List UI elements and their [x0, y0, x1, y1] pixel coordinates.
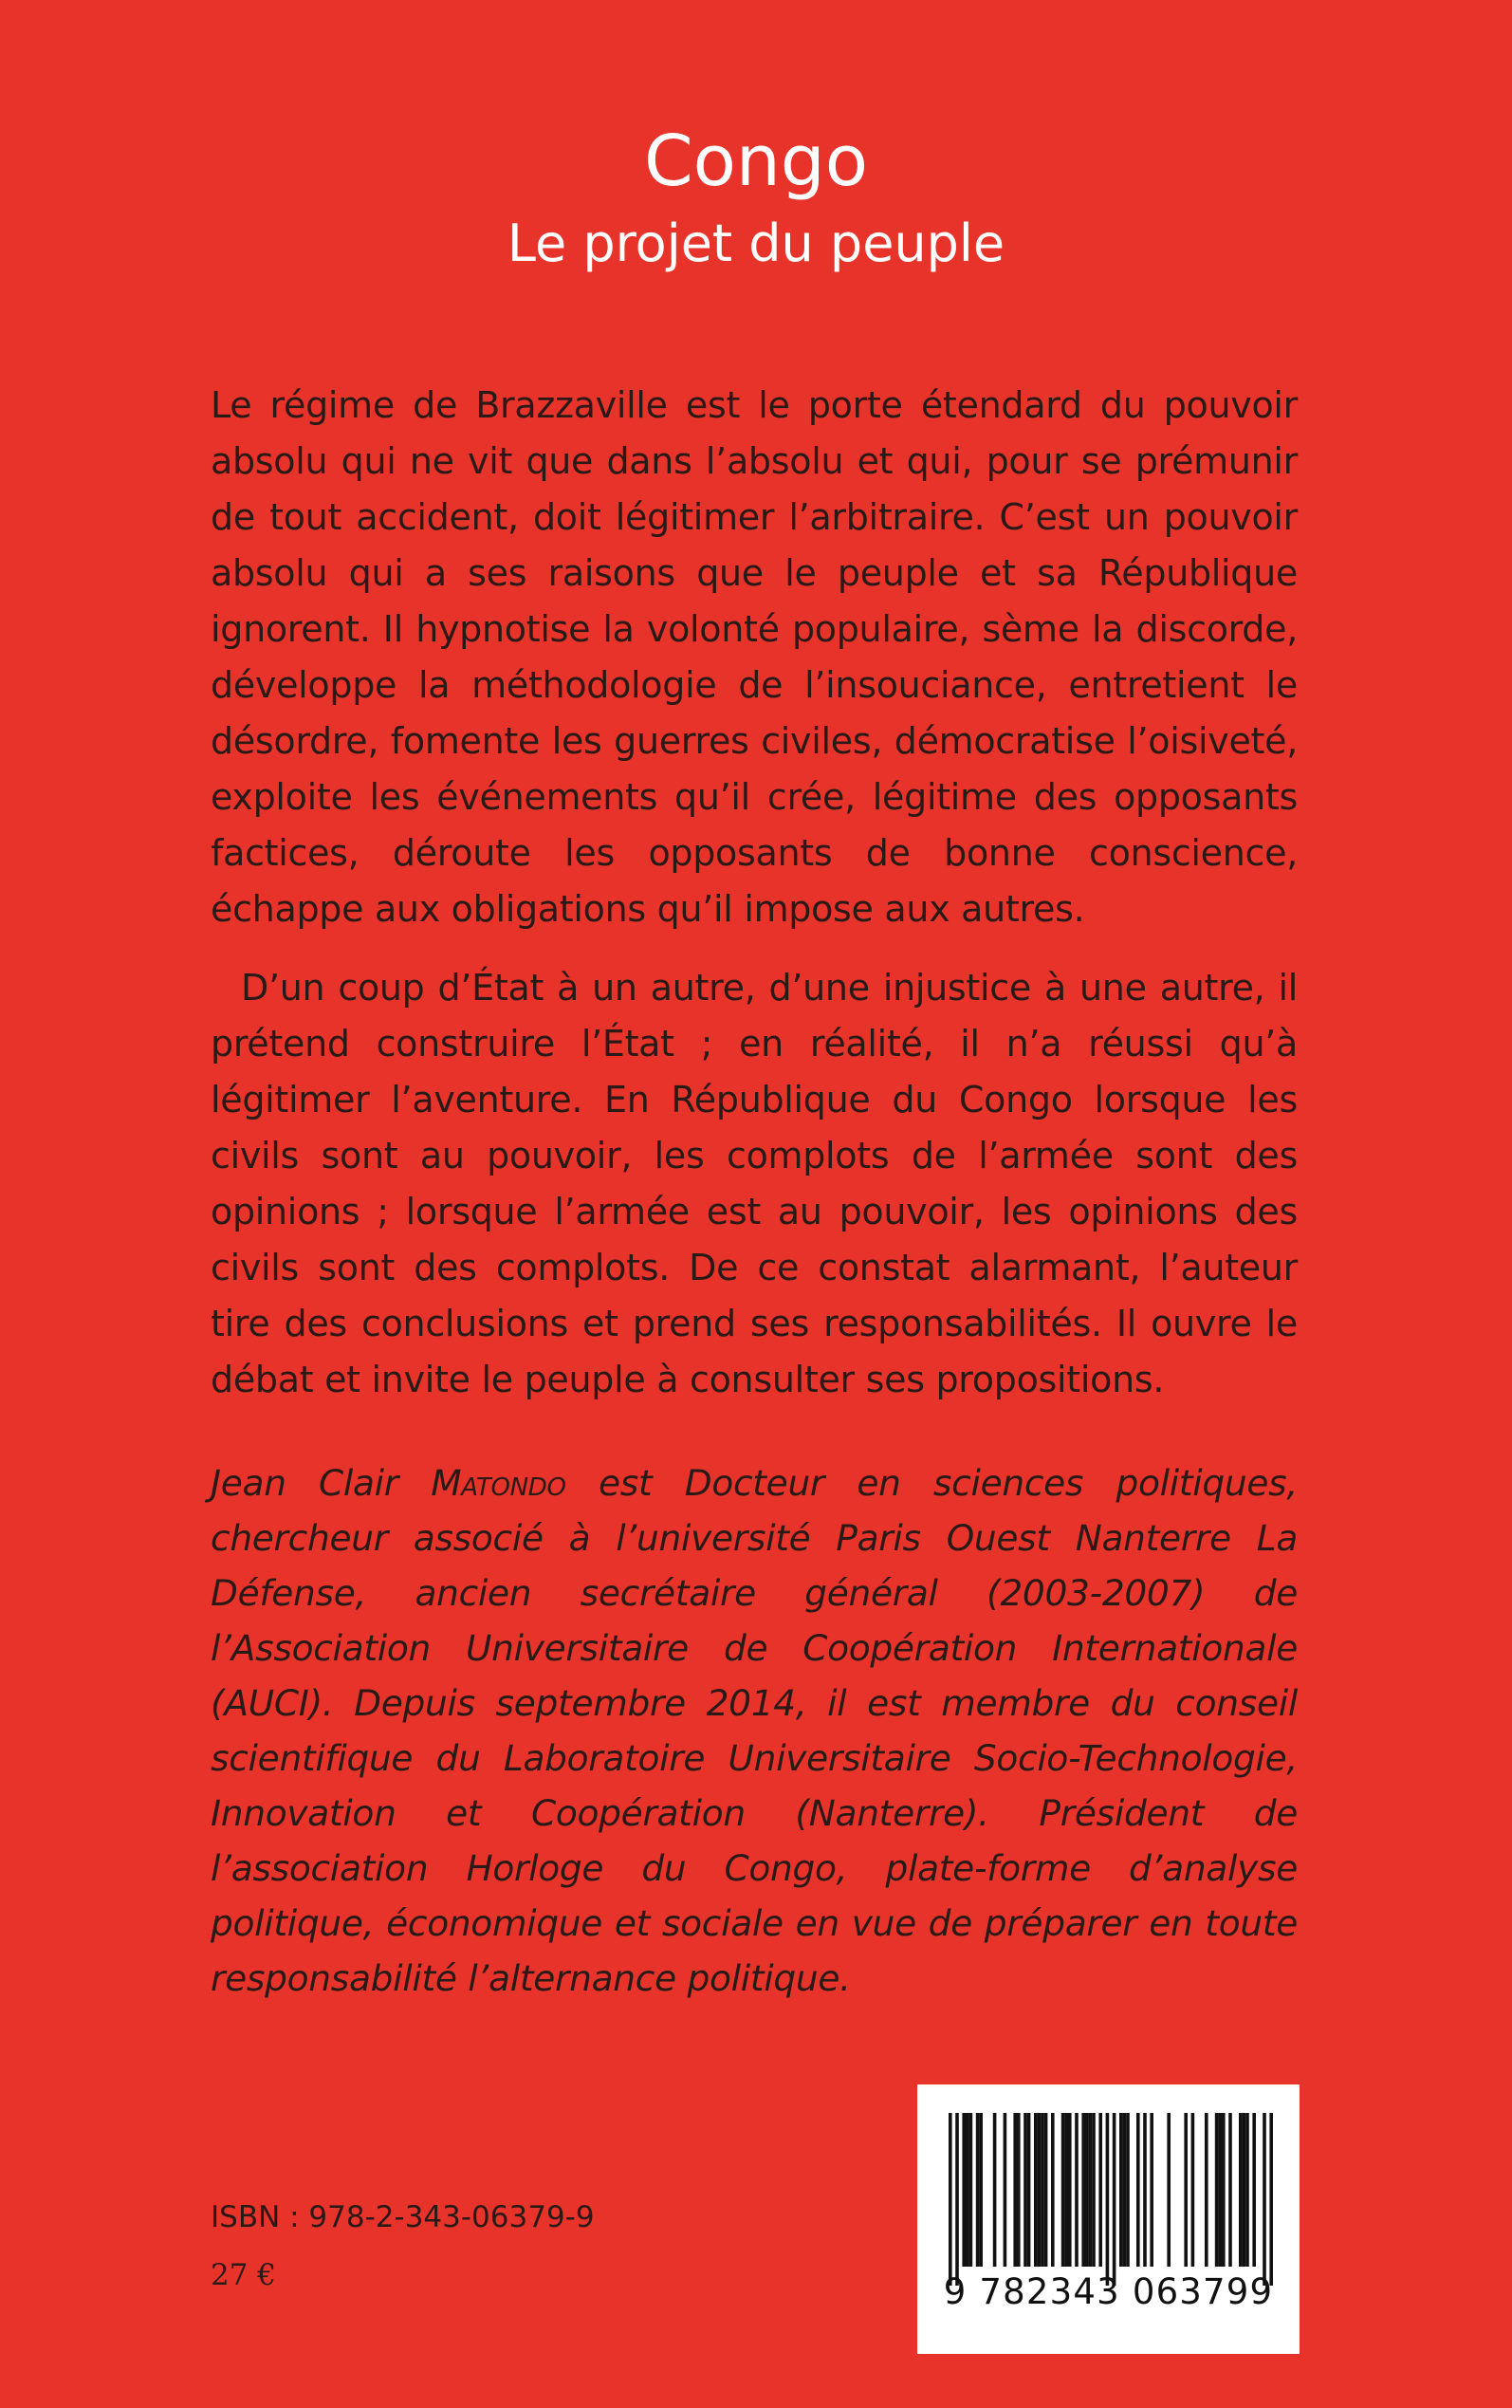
- summary-paragraph-1: Le régime de Brazzaville est le porte étendard du pouvoir absolu qui ne vit que dans l’absolu et qui, pour se prémunir de tout accident, doit légitimer l’arbitraire. C’est un pouvoir absolu qui a ses raisons que le peuple et sa République ignorent. Il hypnotise la volonté populaire, sème la discorde, développe la méthodologie de l’insouciance, entretient le désordre, fomente les guerres civiles, démocratise l’oisiveté, exploite les événements qu’il crée, légitime des opposants factices, déroute les opposants de bonne conscience, échappe aux obligations qu’il impose aux autres.: [211, 384, 1298, 930]
- barcode-bar: [1075, 2113, 1079, 2267]
- barcode-bar: [1245, 2113, 1249, 2267]
- barcode-bar: [1085, 2113, 1089, 2267]
- barcode-bar: [955, 2113, 959, 2286]
- barcode-bar: [993, 2113, 997, 2267]
- barcode-bar: [1119, 2113, 1123, 2267]
- barcode-bar: [1044, 2113, 1048, 2267]
- barcode-bar: [1239, 2113, 1243, 2267]
- barcode-bar: [1004, 2113, 1007, 2267]
- barcode-bar: [1038, 2113, 1042, 2267]
- barcode-bar: [979, 2113, 983, 2267]
- barcode-bar: [969, 2113, 973, 2267]
- barcode-bar: [1051, 2113, 1055, 2267]
- barcode-bar: [1064, 2113, 1068, 2267]
- barcode-bar: [962, 2113, 966, 2267]
- barcode-bar: [1150, 2113, 1153, 2267]
- barcode-digits: 9 782343 063799: [943, 2271, 1274, 2312]
- barcode-bars: [917, 2084, 1300, 2354]
- barcode-bar: [1013, 2113, 1017, 2267]
- barcode-bar: [1191, 2113, 1195, 2267]
- barcode: [917, 2084, 1300, 2354]
- barcode-bar: [1263, 2113, 1266, 2286]
- barcode-bar: [1243, 2113, 1246, 2267]
- barcode-bar: [1126, 2113, 1130, 2267]
- barcode-bar: [1252, 2113, 1256, 2267]
- author-bio: [211, 1455, 1298, 2006]
- barcode-bar: [1041, 2113, 1044, 2267]
- barcode-bar: [1089, 2113, 1093, 2267]
- author-bio-text: est Docteur en sciences politiques, chercheur associé à l’université Paris Ouest Nanterre La Défense, ancien secrétaire général (2003-2007) de l’Association Universitaire de Coopération Internationale (AUCI). Depuis septembre 2014, il est membre du conseil scientifique du Laboratoire Universitaire Socio-Technologie, Innovation et Coopération (Nanterre). Président de l’association Horloge du Congo, plate-forme d’analyse politique, économique et sociale en vue de préparer en toute responsabilité l’alternance politique.: [211, 1462, 1298, 1999]
- barcode-bar: [1228, 2113, 1232, 2267]
- barcode-bar: [976, 2113, 980, 2267]
- barcode-bar: [1184, 2113, 1188, 2267]
- barcode-bar: [1081, 2113, 1085, 2267]
- author-first-names: Jean Clair: [211, 1462, 432, 1504]
- barcode-bar: [1167, 2113, 1171, 2267]
- price-label: 27 €: [211, 2258, 277, 2292]
- barcode-bar: [1215, 2113, 1219, 2267]
- barcode-bar: [1205, 2113, 1208, 2267]
- barcode-bar: [1143, 2113, 1147, 2267]
- barcode-bar: [1269, 2113, 1273, 2286]
- author-surname: Matondo: [431, 1462, 566, 1504]
- barcode-bar: [966, 2113, 969, 2267]
- barcode-bar: [1034, 2113, 1038, 2267]
- book-title: Congo: [643, 120, 869, 202]
- barcode-bar: [1222, 2113, 1226, 2267]
- barcode-bar: [949, 2113, 952, 2286]
- isbn-number: ISBN : 978-2-343-06379-9: [211, 2200, 595, 2234]
- barcode-bar: [1092, 2113, 1096, 2267]
- book-subtitle: Le projet du peuple: [507, 213, 1005, 273]
- barcode-bar: [1123, 2113, 1127, 2267]
- barcode-bar: [1113, 2113, 1116, 2286]
- barcode-bar: [1106, 2113, 1110, 2286]
- barcode-bar: [1017, 2113, 1021, 2267]
- barcode-bar: [1023, 2113, 1027, 2267]
- barcode-bar: [1098, 2113, 1102, 2267]
- barcode-bar: [1061, 2113, 1065, 2267]
- summary-paragraph-2: D’un coup d’État à un autre, d’une injustice à une autre, il prétend construire l’État ; en réalité, il n’a réussi qu’à légitimer l’aventure. En République du Congo lorsque les civils sont au pouvoir, les complots de l’armée sont des opinions ; lorsque l’armée est au pouvoir, les opinions des civils sont des complots. De ce constat alarmant, l’auteur tire des conclusions et prend ses responsabilités. Il ouvre le débat et invite le peuple à consulter ses propositions.: [211, 967, 1298, 1400]
- barcode-bar: [1068, 2113, 1072, 2267]
- barcode-bar: [1136, 2113, 1140, 2267]
- barcode-bar: [1027, 2113, 1031, 2267]
- barcode-bar: [1218, 2113, 1222, 2267]
